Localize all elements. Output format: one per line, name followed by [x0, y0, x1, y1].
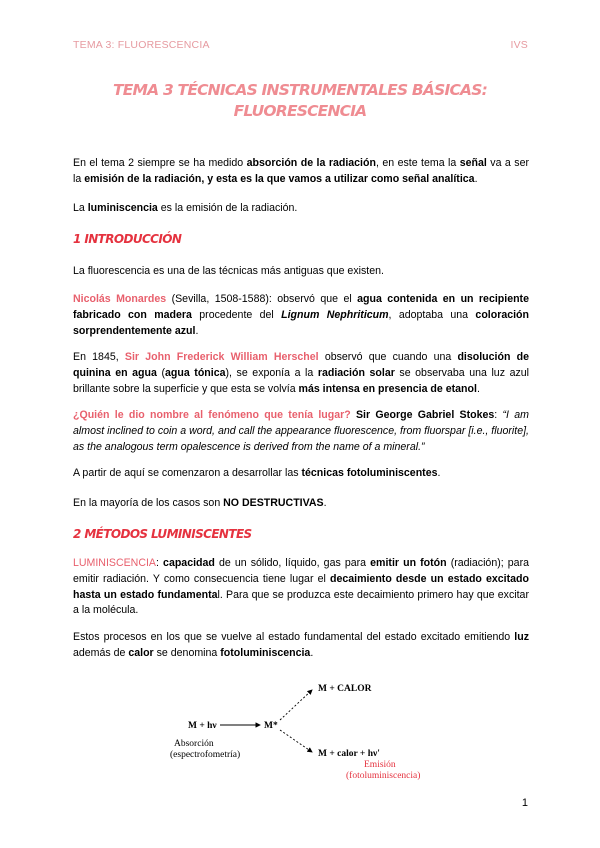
emission-product-label: M + calor + hν': [318, 749, 380, 759]
title-line-1: TEMA 3 TÉCNICAS INSTRUMENTALES BÁSICAS:: [112, 81, 487, 99]
paragraph-techniques: A partir de aquí se comenzaron a desarrollar las técnicas fotoluminiscentes.: [73, 467, 441, 479]
photoluminescence-diagram: [160, 668, 440, 786]
paragraph-herschel: En 1845, Sir John Frederick William Herschel observó que cuando una disolución de quinina en agua (agua tónica), se exponía a la radiación solar se observaba una luz azul brillante sobre la superficie y que esta se volvía más intensa en presencia de etanol.: [73, 351, 529, 395]
emission-label: Emisión: [364, 760, 396, 770]
paragraph-history: La fluorescencia es una de las técnicas más antiguas que existen.: [73, 265, 384, 277]
paragraph-non-destructive: En la mayoría de los casos son NO DESTRUCTIVAS.: [73, 497, 327, 509]
heading-introduccion: 1 INTRODUCCIÓN: [73, 232, 182, 246]
heat-product-label: M + CALOR: [318, 684, 372, 694]
reactant-label: M + hν: [188, 721, 217, 731]
paragraph-photoluminescence: Estos procesos en los que se vuelve al estado fundamental del estado excitado emitiendo luz además de calor se denomina fotoluminiscencia.: [73, 631, 529, 659]
header-left: TEMA 3: FLUORESCENCIA: [73, 39, 210, 51]
excited-state-label: M*: [264, 721, 278, 731]
title-line-2: FLUORESCENCIA: [233, 102, 367, 120]
paragraph-luminiscencia: La luminiscencia es la emisión de la radiación.: [73, 202, 298, 214]
page-title: [60, 80, 540, 122]
paragraph-stokes: ¿Quién le dio nombre al fenómeno que tenía lugar? Sir George Gabriel Stokes: “I am almost inclined to coin a word, and call the appearance fluorescence, from fluorspar [i.e., fluorite], as the analogous term opalescence is derived from the name of a mineral.”: [73, 409, 530, 453]
paragraph-monardes: Nicolás Monardes (Sevilla, 1508-1588): observó que el agua contenida en un recipiente fabricado con madera procedente del Lignum Nephriticum, adoptaba una coloración sorprendentemente azul.: [73, 293, 529, 337]
absorption-label: Absorción: [174, 739, 214, 749]
heading-metodos: 2 MÉTODOS LUMINISCENTES: [73, 527, 252, 541]
paragraph-intro: En el tema 2 siempre se ha medido absorción de la radiación, en este tema la señal va a ser la emisión de la radiación, y esta es la que vamos a utilizar como señal analítica.: [73, 157, 529, 185]
emission-arrow: [280, 730, 312, 752]
header-right: IVS: [510, 39, 528, 51]
page-number: 1: [521, 797, 528, 809]
emission-sublabel: (fotoluminiscencia): [346, 771, 421, 781]
nonradiative-arrow: [280, 690, 312, 720]
absorption-sublabel: (espectrofometría): [170, 750, 241, 760]
paragraph-definition: LUMINISCENCIA: capacidad de un sólido, líquido, gas para emitir un fotón (radiación); para emitir radiación. Y como consecuencia tiene lugar el decaimiento desde un estado excitado hasta un estado fundamental. Para que se produzca este decaimiento primero hay que excitar a la molécula.: [73, 557, 529, 617]
